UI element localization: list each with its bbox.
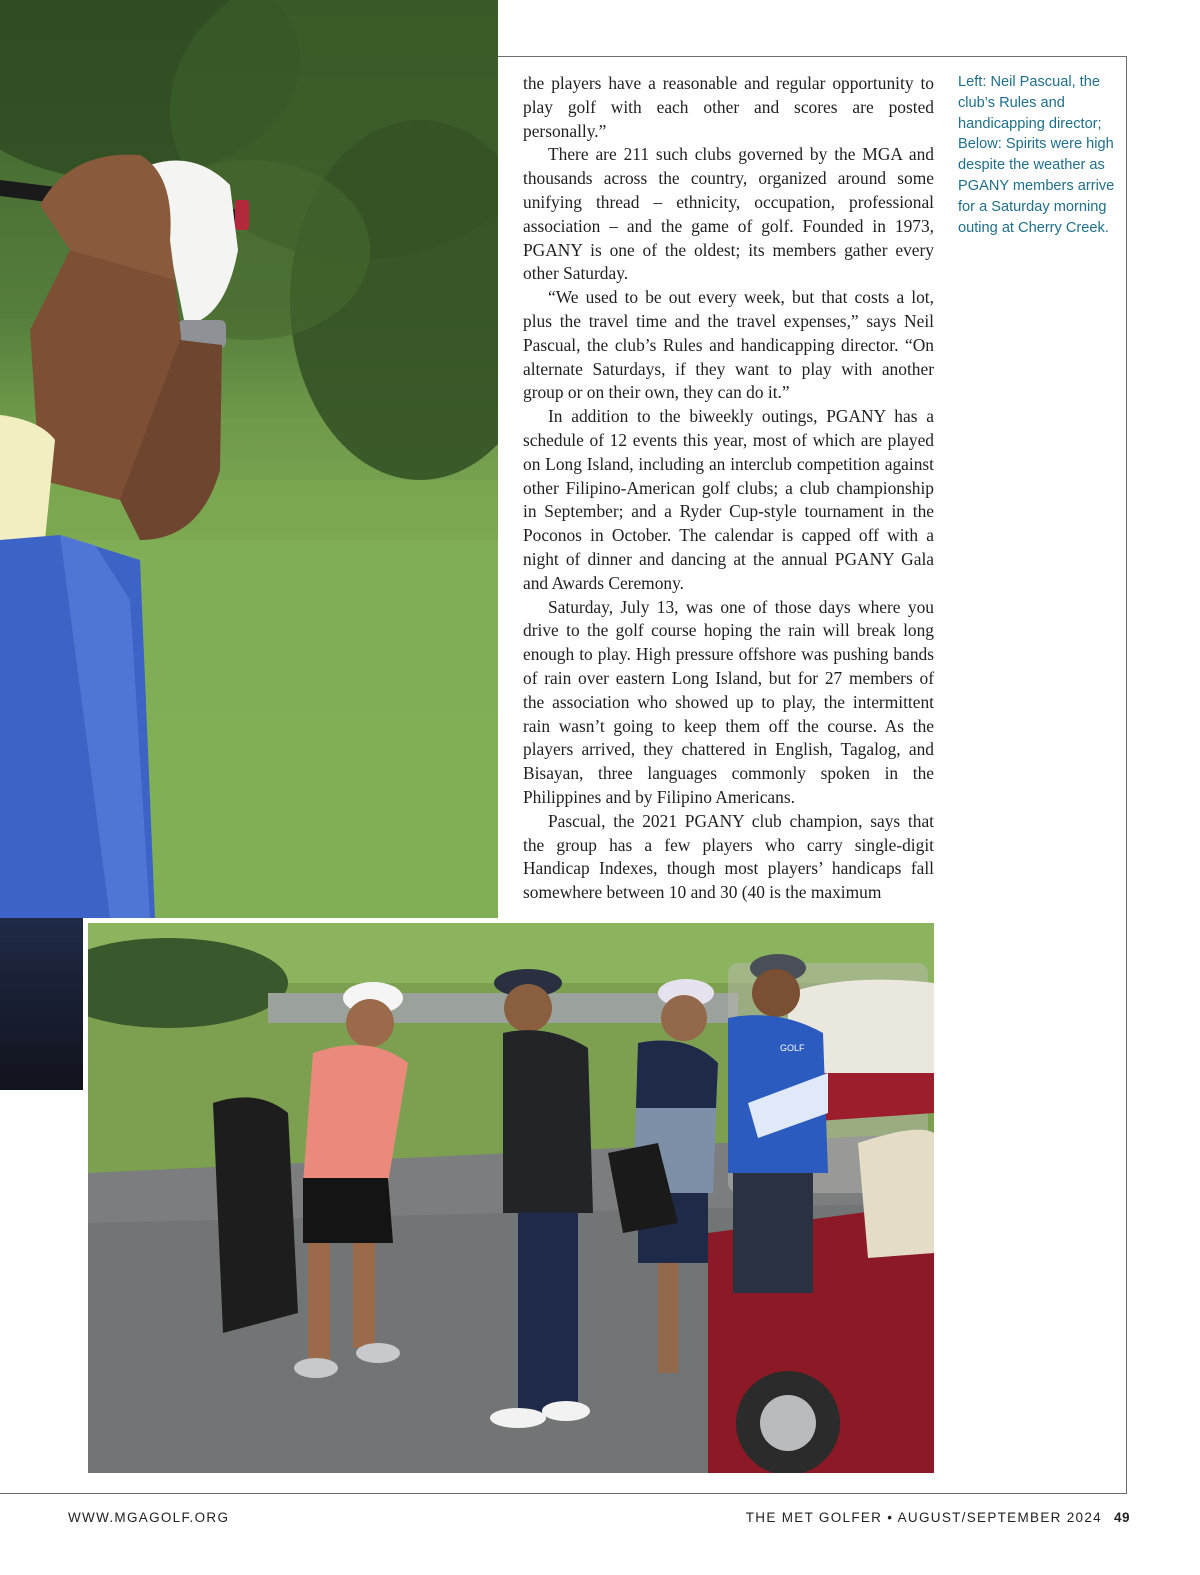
footer-website: WWW.MGAGOLF.ORG	[68, 1510, 230, 1525]
article-paragraph: Saturday, July 13, was one of those days where you drive to the golf course hoping the rain will break long enough to play. High pressure offshore was pushing bands of rain over eastern Long Island, but for 27 members of the association who showed up to play, the intermittent rain wasn’t going to keep them off the course. As the players arrived, they chattered in English, Tagalog, and Bisayan, three languages commonly spoken in the Philippines and by Filipino Americans.	[523, 596, 934, 807]
shirt-text: GOLF	[780, 1043, 805, 1053]
frame-bottom-line	[0, 1493, 1127, 1494]
article-body	[523, 72, 934, 905]
article-paragraph: “We used to be out every week, but that costs a lot, plus the travel time and the travel expenses,” says Neil Pascual, the club’s Rules and handicapping director. “On alternate Saturdays, if they want to play with another group or on their own, they can do it.”	[523, 287, 934, 403]
publication-name: THE MET GOLFER • AUGUST/SEPTEMBER 2024	[745, 1510, 1102, 1525]
golfers-arriving-illustration	[88, 923, 934, 1473]
article-paragraph: There are 211 such clubs governed by the MGA and thousands across the country, organized around some unifying thread – ethnicity, occupation, professional association – and the game of golf. Founded in 1973, PGANY is one of the oldest; its members gather every other Saturday.	[523, 144, 934, 284]
page-number: 49	[1113, 1510, 1130, 1525]
article-paragraph: In addition to the biweekly outings, PGANY has a schedule of 12 events this year, most of which are played on Long Island, including an interclub competition against other Filipino-American golf clubs; a club championship in September; and a Ryder Cup-style tournament in the Poconos in October. The calendar is capped off with a night of dinner and dancing at the annual PGANY Gala and Awards Ceremony.	[523, 406, 934, 593]
golfer-swing-illustration	[0, 0, 498, 918]
golfers-arriving-photo	[83, 918, 937, 1476]
photo-caption: Left: Neil Pascual, the club’s Rules and handicapping director; Below: Spirits were high despite the weather as PGANY members arrive for a Saturday morning outing at Cherry Creek.	[958, 74, 1115, 236]
golfer-swing-photo-lower	[0, 918, 83, 1090]
frame-right-line	[1126, 56, 1127, 1494]
article-paragraph: the players have a reasonable and regular opportunity to play golf with each other and scores are posted personally.”	[523, 73, 934, 141]
frame-top-line	[498, 56, 1127, 57]
article-paragraph: Pascual, the 2021 PGANY club champion, says that the group has a few players who carry single-digit Handicap Indexes, though most players’ handicaps fall somewhere between 10 and 30 (40 is the maximum	[523, 810, 934, 903]
golfer-swing-photo	[0, 0, 498, 918]
footer-publication	[746, 1510, 1130, 1525]
